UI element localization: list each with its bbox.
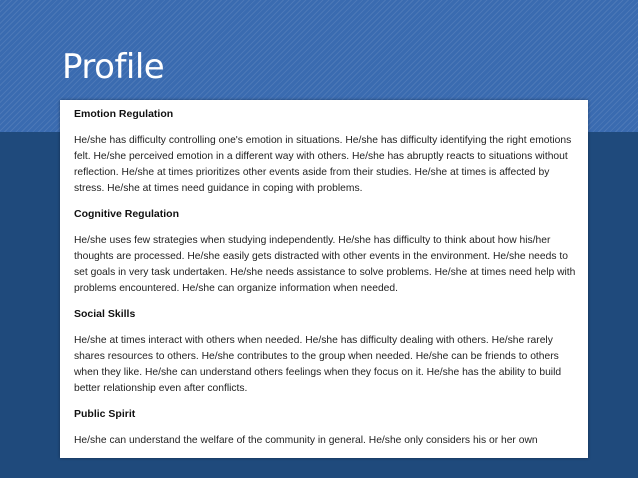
section-social-skills xyxy=(74,308,578,397)
section-emotion-regulation xyxy=(74,108,578,197)
slide-title: Profile xyxy=(62,47,165,87)
section-text: He/she at times interact with others when needed. He/she has difficulty dealing with others. He/she rarely shares resources to others. He/she contributes to the group when needed. He/she can be friends to others when they like. He/she can understand others feelings when they focus on it. He/she has the ability to build better relationship even after conflicts. xyxy=(74,335,562,394)
section-text: He/she can understand the welfare of the community in general. He/she only considers his or her own xyxy=(74,435,538,446)
section-heading: Public Spirit xyxy=(74,408,136,420)
section-public-spirit xyxy=(74,408,578,449)
profile-document xyxy=(60,100,588,458)
section-cognitive-regulation xyxy=(74,208,578,297)
section-text: He/she has difficulty controlling one's emotion in situations. He/she has difficulty identifying the right emotions felt. He/she perceived emotion in a different way with others. He/she has abruptly reacts to situations without reflection. He/she at times prioritizes other events aside from their studies. He/she at times is affected by stress. He/she at times need guidance in coping with problems. xyxy=(74,135,572,194)
section-text: He/she uses few strategies when studying independently. He/she has difficulty to think about how his/her thoughts are processed. He/she easily gets distracted with other events in the environment. He/she needs to set goals in very task undertaken. He/she needs assistance to solve problems. He/she at times need help with problems encountered. He/she can organize information when needed. xyxy=(74,235,576,294)
section-heading: Emotion Regulation xyxy=(74,108,174,120)
section-heading: Social Skills xyxy=(74,308,136,320)
section-heading: Cognitive Regulation xyxy=(74,208,179,220)
